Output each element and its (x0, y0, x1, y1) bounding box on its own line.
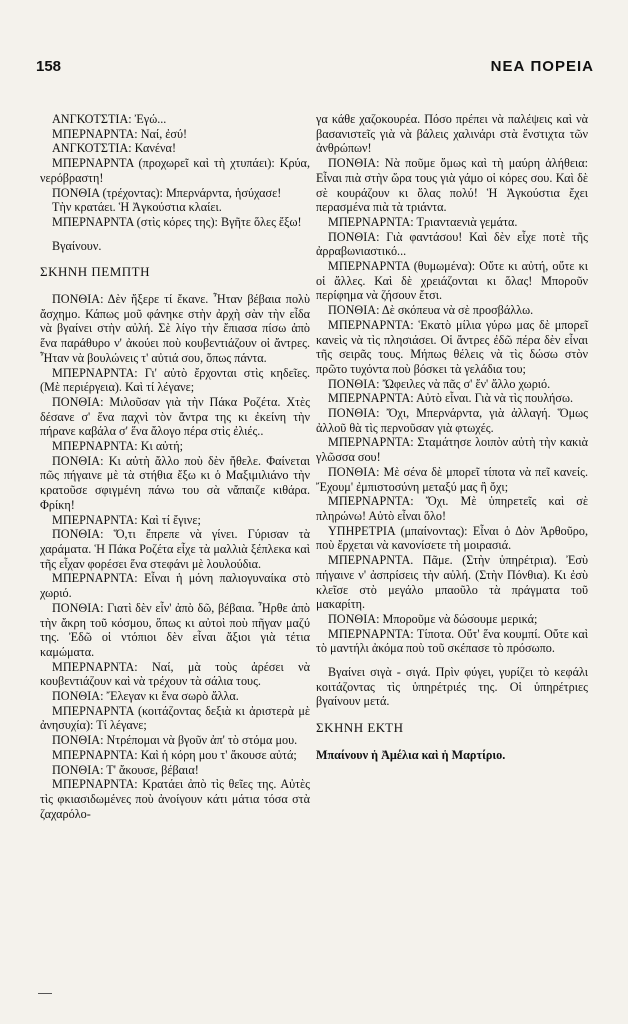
scene-heading: ΣΚΗΝΗ ΠΕΜΠΤΗ (40, 264, 150, 280)
text-line: ΜΠΕΡΝΑΡΝΤΑ (στὶς κόρες της): Βγῆτε ὅλες ἔξω! (52, 214, 302, 229)
text-line: ΠΟΝΘΙΑ: Τ' ἄκουσε, βέβαια! (52, 762, 199, 777)
text-line: ΠΟΝΘΙΑ: Ὤφειλες νὰ πᾶς σ' ἕν' ἄλλο χωριό. (328, 376, 551, 391)
text-line: ΠΟΝΘΙΑ: Δὲ σκόπευα νὰ σὲ προσβάλλω. (328, 303, 534, 318)
text-line: ΜΠΕΡΝΑΡΝΤΑ: Καὶ τί ἔγινε; (52, 512, 201, 527)
text-line: ΠΟΝΘΙΑ (τρέχοντας): Μπερνάρντα, ἡσύχασε! (52, 185, 282, 200)
text-line: ΠΟΝΘΙΑ: Κι αὐτὴ ἄλλο ποὺ δὲν ἤθελε. Φαίνεται πῶς πήγαινε μὲ τὰ στήθια ἔξω κι ὁ Μαξιμιλιάνο τὴν κρατοῦσε σφιγμένη πάνω του σὰ νἄπαιζε κιθάρα. Φρίκη! (40, 453, 310, 512)
stage-direction: Βγαίνει σιγὰ - σιγά. Πρὶν φύγει, γυρίζει τὸ κεφάλι κοιτάζοντας τὶς ὑπηρέτριές της. Οἱ ὑπηρέτριες βγαίνουν μετά. (316, 665, 588, 709)
text-line: ΜΠΕΡΝΑΡΝΤΑ: Εἶναι ἡ μόνη παλιογυναίκα στὸ χωριό. (40, 571, 310, 601)
page-number: 158 (36, 58, 62, 75)
text-line: ΠΟΝΘΙΑ: Ὄχι, Μπερνάρντα, γιὰ ἀλλαγή. Ὅμως ἀλλοῦ θὰ τὶς περνοῦσαν γιὰ φτωχές. (316, 406, 588, 435)
text-line: ΥΠΗΡΕΤΡΙΑ (μπαίνοντας): Εἶναι ὁ Δὸν Ἀρθοῦρο, ποὺ ἔρχεται νὰ κανονίσετε τὴ μοιρασιά. (316, 523, 588, 553)
text-line: ΜΠΕΡΝΑΡΝΤΑ: Ὄχι. Μὲ ὑπηρετεῖς καὶ σὲ πληρώνω! Αὐτὸ εἶναι ὅλο! (316, 494, 588, 523)
text-line: ΜΠΕΡΝΑΡΝΤΑ (θυμωμένα): Οὔτε κι αὐτή, οὔτε κι οἱ ἄλλες. Καὶ δὲ χρειάζονται κι ὅλας! Μποροῦν περίφημα νὰ ζήσουν ἔτσι. (316, 259, 588, 303)
stage-direction: Βγαίνουν. (52, 238, 102, 253)
text-line: ΜΠΕΡΝΑΡΝΤΑ: Τριανταενιὰ γεμάτα. (328, 214, 518, 229)
text-line: ΜΠΕΡΝΑΡΝΤΑ (προχωρεῖ καὶ τὴ χτυπάει): Κρύα, νερόβραστη! (40, 156, 310, 185)
text-line: ΜΠΕΡΝΑΡΝΤΑ: Σταμάτησε λοιπὸν αὐτὴ τὴν κακιὰ γλῶσσα σου! (316, 435, 588, 465)
text-line: ΠΟΝΘΙΑ: Ντρέπομαι νὰ βγοῦν ἀπ' τὸ στόμα μου. (52, 733, 298, 748)
right-column (316, 112, 588, 763)
text-line: ΜΠΕΡΝΑΡΝΤΑ (κοιτάζοντας δεξιὰ κι ἀριστερὰ μὲ ἀνησυχία): Τί λέγανε; (40, 703, 310, 733)
text-line: ΜΠΕΡΝΑΡΝΤΑ: Γι' αὐτὸ ἔρχονται στὶς κηδεῖες. (Μὲ περιέργεια). Καὶ τί λέγανε; (40, 365, 310, 395)
printer-mark (38, 993, 52, 994)
scene-heading: ΣΚΗΝΗ ΕΚΤΗ (316, 720, 404, 736)
text-line: ΑΝΓΚΟΤΣΤΙΑ: Ἐγώ... (52, 112, 167, 126)
text-line: ΠΟΝΘΙΑ: Δὲν ἤξερε τί ἔκανε. Ἦταν βέβαια πολὺ ἄσχημο. Κάπως μοῦ φάνηκε στὴν ἀρχὴ σὰν τὴν εἶδα νὰ βγαίνει στὴν αὐλή. Σὲ λίγο τὴν ἔπιασα πίσω ἀπὸ ἕνα παράθυρο ν' ἀκούει ποὺ κουβεντιάζουν οἱ ἄντρες. Ἦταν νὰ βουλώνεις τ' αὐτιά σου, ὅπως πάντα. (40, 292, 310, 365)
text-line: ΑΝΓΚΟΤΣΤΙΑ: Κανένα! (52, 141, 177, 156)
text-line: ΠΟΝΘΙΑ: Ὅ,τι ἔπρεπε νὰ γίνει. Γύρισαν τὰ χαράματα. Ἡ Πάκα Ροζέτα εἶχε τὰ μαλλιὰ ξέπλεκα καὶ τῆς εἶχαν φορέσει ἕνα στεφάνι μὲ λουλούδια. (40, 527, 310, 571)
text-line: ΠΟΝΘΙΑ: Μιλοῦσαν γιὰ τὴν Πάκα Ροζέτα. Χτὲς δέσανε σ' ἕνα παχνὶ τὸν ἄντρα της κι ἐκείνη τὴν πήρανε καβάλα σ' ἕνα ἄλογο πέρα στὶς ἐλιές.. (40, 394, 310, 439)
text-line: γα κάθε χαζοκουρέα. Πόσο πρέπει νὰ παλέψεις καὶ νὰ βασανιστεῖς γιὰ νὰ βάλεις χαλινάρι στὰ ἔνστιχτα τῶν ἀνθρώπων! (316, 112, 588, 156)
text-line: ΜΠΕΡΝΑΡΝΤΑ: Ναί, ἐσύ! (52, 126, 188, 141)
text-line: ΠΟΝΘΙΑ: Μὲ σένα δὲ μπορεῖ τίποτα νὰ πεῖ κανείς. Ἔχουμ' ἐμπιστοσύνη μεταξύ μας ἢ ὄχι; (316, 464, 588, 494)
text-line: ΜΠΕΡΝΑΡΝΤΑ: Τίποτα. Οὔτ' ἕνα κουμπί. Οὔτε καὶ τὸ μαντήλι ἀκόμα ποὺ τοῦ σκέπασε τὸ πρόσωπο. (316, 626, 588, 656)
journal-title: ΝΕΑ ΠΟΡΕΙΑ (490, 58, 594, 75)
text-line: ΜΠΕΡΝΑΡΝΤΑ: Κι αὐτή; (52, 439, 183, 454)
text-line: ΠΟΝΘΙΑ: Νὰ ποῦμε ὅμως καὶ τὴ μαύρη ἀλήθεια: Εἶναι πιὰ στὴν ὥρα τους γιὰ γάμο οἱ κόρες σου. Καὶ δὲ σὲ κουράζουν κι ὅλας πολύ! Ἡ Ἀγκούστια ἔχει περασμένα πιὰ τὰ τριάντα. (316, 156, 588, 215)
page-header (36, 58, 594, 78)
text-line: ΠΟΝΘΙΑ: Γιὰ φαντάσου! Καὶ δὲν εἶχε ποτὲ τῆς ἀρραβωνιαστικό... (316, 229, 588, 259)
stage-direction-entrance: Μπαίνουν ἡ Ἀμέλια καὶ ἡ Μαρτίριο. (316, 747, 506, 762)
text-line: ΠΟΝΘΙΑ: Γιατὶ δὲν εἶν' ἀπὸ δῶ, βέβαια. Ἦρθε ἀπὸ τὴν ἄκρη τοῦ κόσμου, ὅπως κι αὐτοὶ ποὺ πῆγαν μαζύ της. Ἐδῶ οἱ ντόπιοι δὲν εἶναι ἄξιοι γιὰ τέτια καμώματα. (40, 600, 310, 659)
text-line: ΠΟΝΘΙΑ: Ἔλεγαν κι ἕνα σωρὸ ἄλλα. (52, 689, 239, 704)
text-line: ΜΠΕΡΝΑΡΝΤΑ: Καὶ ἡ κόρη μου τ' ἄκουσε αὐτά; (52, 747, 297, 762)
text-line: ΜΠΕΡΝΑΡΝΤΑ: Ναί, μὰ τοὺς ἀρέσει νὰ κουβεντιάζουν καὶ νὰ τρέχουν τὰ σάλια τους. (40, 659, 310, 689)
text-line: ΜΠΕΡΝΑΡΝΤΑ. Πᾶμε. (Στὴν ὑπηρέτρια). Ἐσὺ πήγαινε ν' ἀσπρίσεις τὴν αὐλή. (Στὴν Πόνθια). Κι ἐσὺ κλεῖσε στὸ μεγάλο μπαοῦλο τὰ πράγματα τοῦ μακαρίτη. (316, 553, 588, 612)
left-column (40, 112, 310, 821)
text-line: ΠΟΝΘΙΑ: Μποροῦμε νὰ δώσουμε μερικά; (328, 611, 538, 626)
text-line: Τὴν κρατάει. Ἡ Ἀγκούστια κλαίει. (52, 200, 222, 215)
text-line: ΜΠΕΡΝΑΡΝΤΑ: Κρατάει ἀπὸ τὶς θεῖες της. Αὐτὲς τὶς φκιασιδωμένες ποὺ ἀνοίγουν κάτι μάτια τόσα στὰ ζαχαρόλο- (40, 777, 310, 821)
text-line: ΜΠΕΡΝΑΡΝΤΑ: Αὐτὸ εἶναι. Γιὰ νὰ τὶς πουλήσω. (328, 391, 574, 406)
text-line: ΜΠΕΡΝΑΡΝΤΑ: Ἑκατὸ μίλια γύρω μας δὲ μπορεῖ κανεὶς νὰ τὶς πλησιάσει. Οἱ ἄντρες ἐδῶ πέρα δὲν εἶναι τῆς σειρᾶς τους. Μήπως θέλεις νὰ τὶς δώσω στὸν πρῶτο τυχόντα ποὺ βόσκει τὰ γελάδια του; (316, 317, 588, 376)
